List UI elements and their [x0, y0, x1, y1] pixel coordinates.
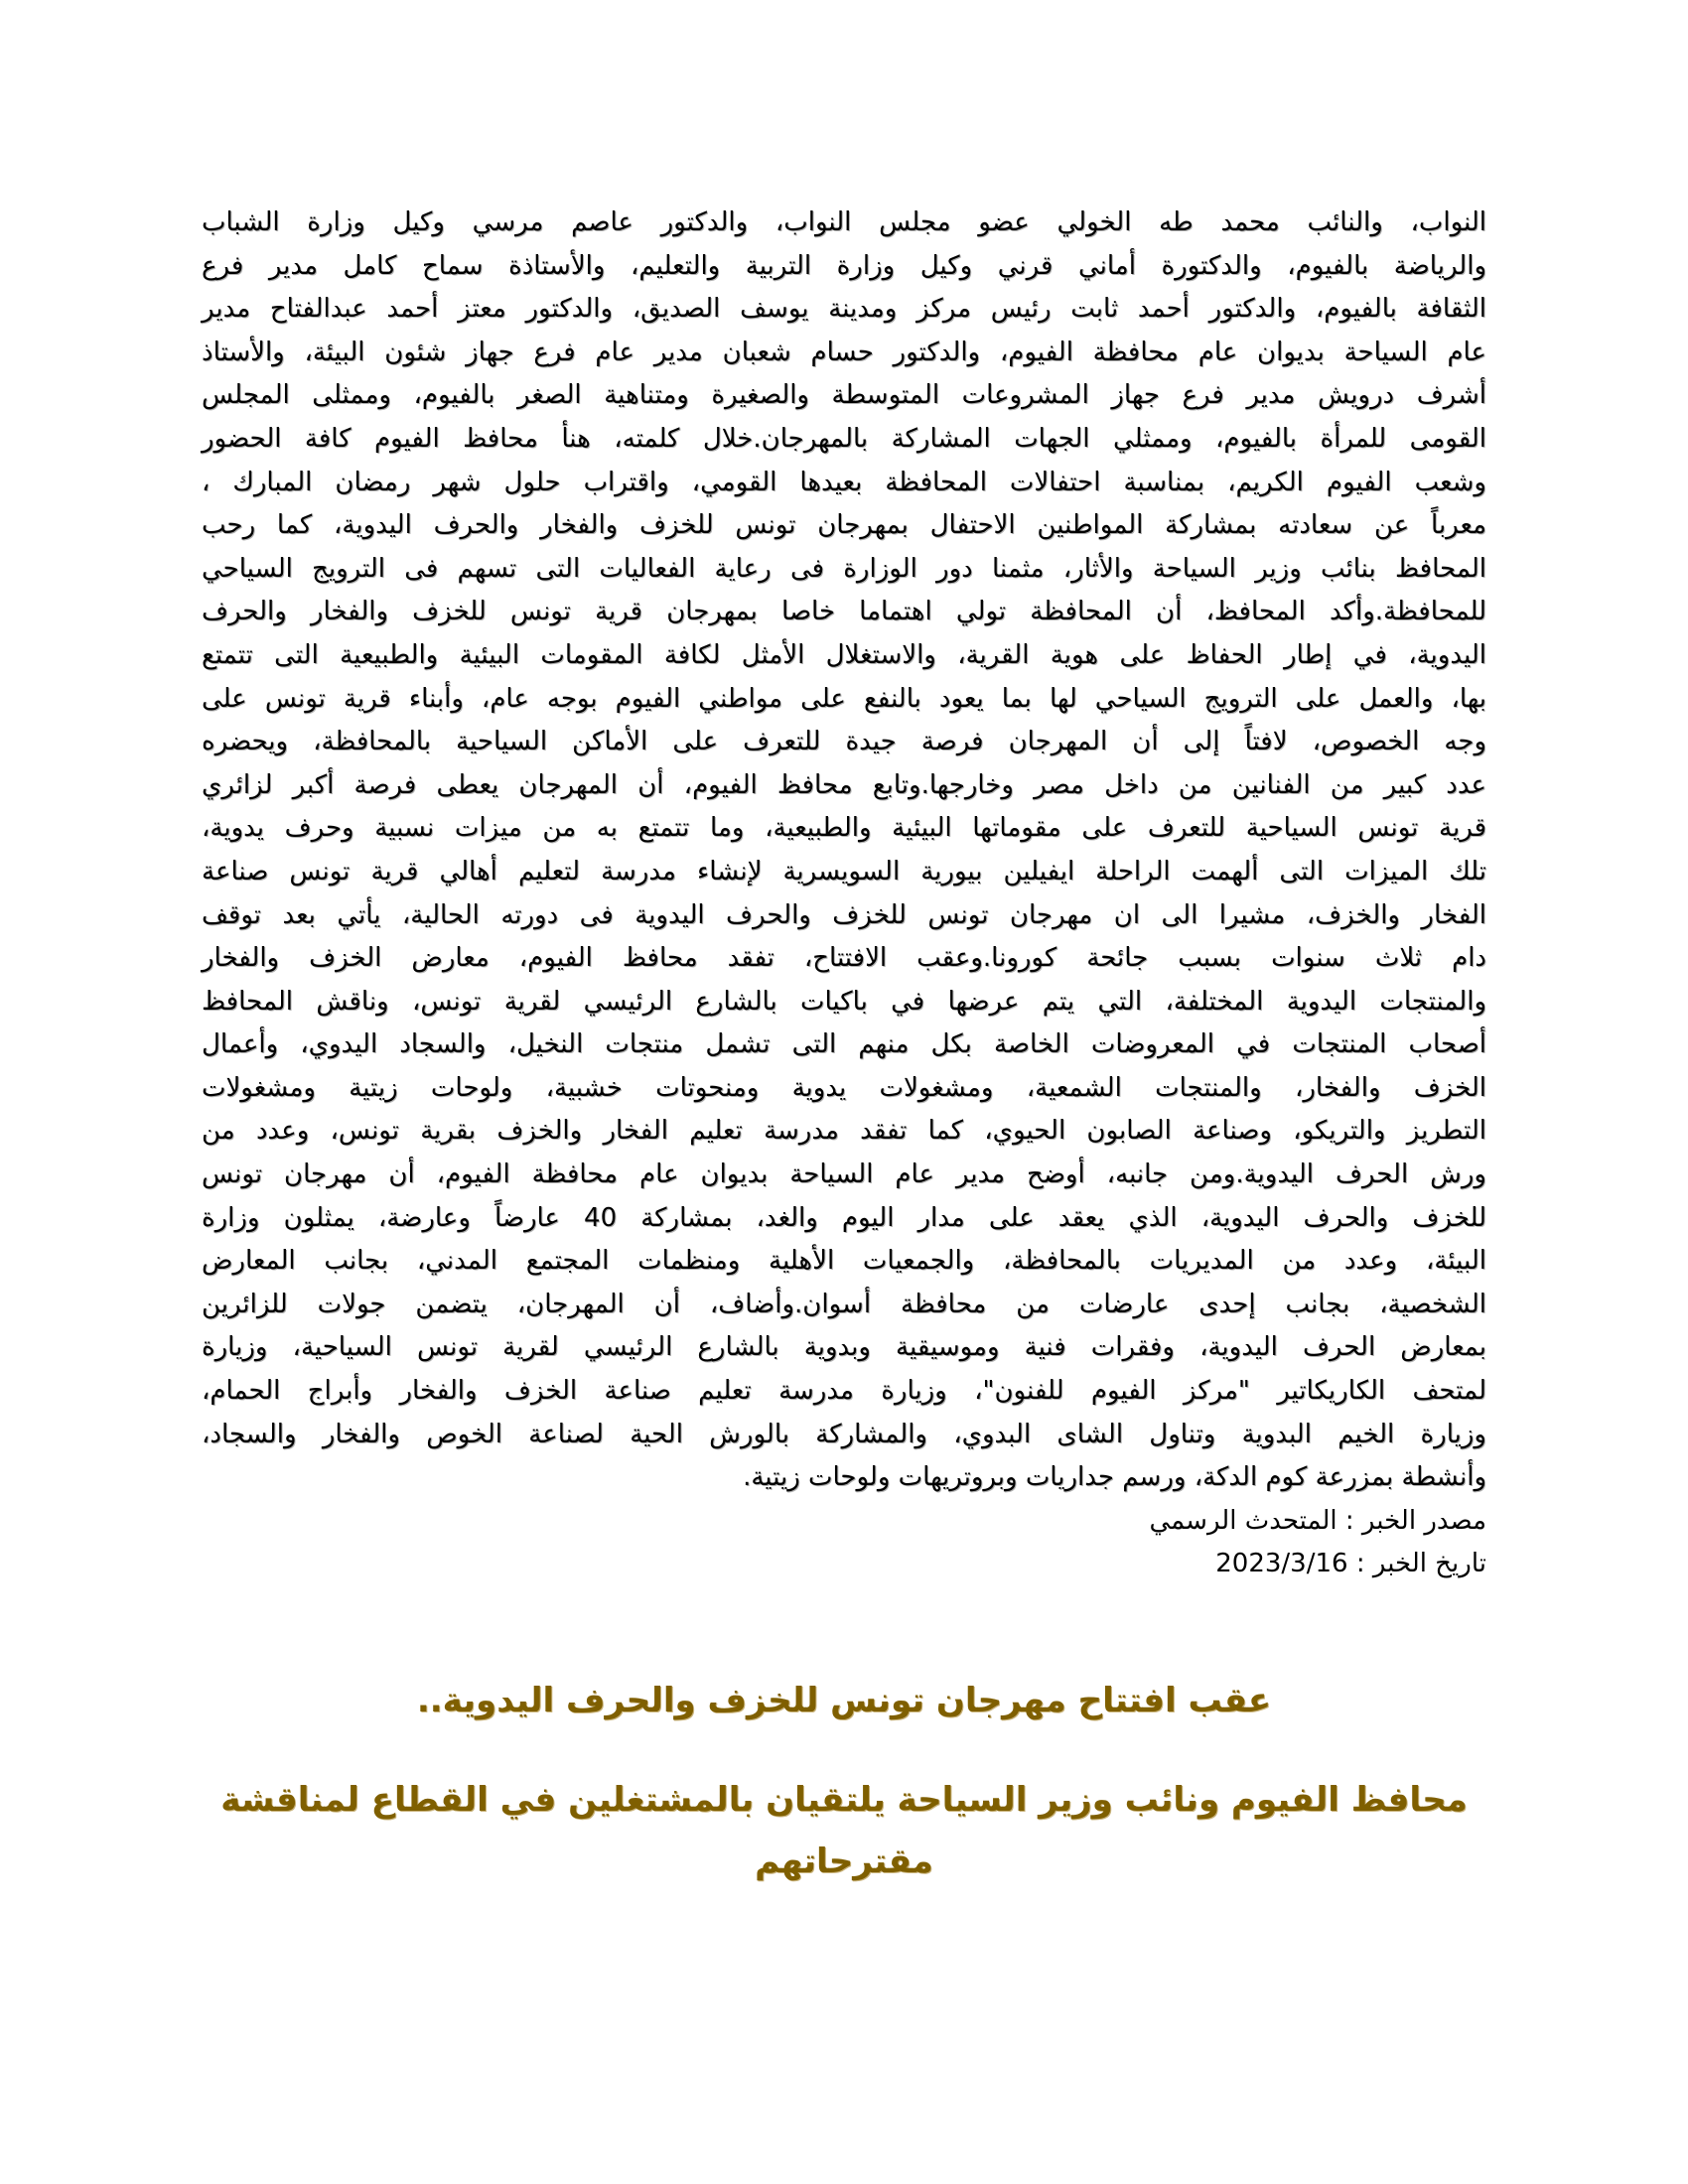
body-line: دام ثلاث سنوات بسبب جائحة كورونا.وعقب الافتتاح، تفقد محافظ الفيوم، معارض الخزف والفخار — [202, 943, 1486, 974]
headline-secondary-line-1: محافظ الفيوم ونائب وزير السياحة يلتقيان بالمشتغلين في القطاع لمناقشة — [220, 1780, 1468, 1820]
body-line: أشرف درويش مدير فرع جهاز المشروعات المتوسطة والصغيرة ومتناهية الصغر بالفيوم، وممثلى المجلس — [202, 380, 1486, 411]
body-line: وزيارة الخيم البدوية وتناول الشاى البدوي، والمشاركة بالورش الحية لصناعة الخوص والفخار والسجاد، — [202, 1419, 1486, 1449]
body-line: النواب، والنائب محمد طه الخولي عضو مجلس النواب، والدكتور عاصم مرسي وكيل وزارة الشباب — [202, 207, 1486, 237]
body-line: ورش الحرف اليدوية.ومن جانبه، أوضح مدير عام السياحة بديوان عام محافظة الفيوم، أن مهرجان تونس — [202, 1160, 1486, 1190]
body-line: معرباً عن سعادته بمشاركة المواطنين الاحتفال بمهرجان تونس للخزف والفخار والحرف اليدوية، كما رحب — [202, 510, 1486, 541]
body-line: لمتحف الكاريكاتير "مركز الفيوم للفنون"، وزيارة مدرسة تعليم صناعة الخزف والفخار وأبراج الحمام، — [202, 1376, 1486, 1407]
body-line: وجه الخصوص، لافتاً إلى أن المهرجان فرصة جيدة للتعرف على الأماكن السياحية بالمحافظة، ويحضره — [202, 727, 1486, 757]
headline-primary — [202, 1676, 1486, 1725]
article-body — [202, 202, 1486, 1586]
body-line: الخزف والفخار، والمنتجات الشمعية، ومشغولات يدوية ومنحوتات خشبية، ولوحات زيتية ومشغولات — [202, 1072, 1486, 1103]
body-line: عدد كبير من الفنانين من داخل مصر وخارجها.وتابع محافظ الفيوم، أن المهرجان يعطى فرصة أكبر لزائري — [202, 769, 1486, 800]
headline-secondary-line-2: مقترحاتهم — [755, 1842, 933, 1881]
body-line: قرية تونس السياحية للتعرف على مقوماتها البيئية والطبيعية، وما تتمتع به من ميزات نسبية وحرف يدوية، — [202, 813, 1486, 844]
body-line: اليدوية، في إطار الحفاظ على هوية القرية، والاستغلال الأمثل لكافة المقومات البيئية والطبيعية التى تتمتع — [202, 639, 1486, 670]
body-line-last: وأنشطة بمزرعة كوم الدكة، ورسم جداريات وبروتريهات ولوحات زيتية. — [743, 1462, 1486, 1493]
body-line: والمنتجات اليدوية المختلفة، التي يتم عرضها في باكيات بالشارع الرئيسي لقرية تونس، وناقش المحافظ — [202, 986, 1486, 1017]
news-source: مصدر الخبر : المتحدث الرسمي — [1149, 1505, 1486, 1536]
body-line: الشخصية، بجانب إحدى عارضات من محافظة أسوان.وأضاف، أن المهرجان، يتضمن جولات للزائرين — [202, 1289, 1486, 1319]
body-line: تلك الميزات التى ألهمت الراحلة ايفيلين بيورية السويسرية لإنشاء مدرسة لتعليم أهالي قرية تونس صناعة — [202, 856, 1486, 887]
body-line: البيئة، وعدد من المديريات بالمحافظة، والجمعيات الأهلية ومنظمات المجتمع المدني، بجانب المعارض — [202, 1246, 1486, 1277]
body-line: المحافظ بنائب وزير السياحة والأثار، مثمنا دور الوزارة فى رعاية الفعاليات التى تسهم فى الترويج السياحي — [202, 553, 1486, 584]
news-date: تاريخ الخبر : 2023/3/16 — [1215, 1549, 1486, 1579]
headline-primary-text: عقب افتتاح مهرجان تونس للخزف والحرف اليدوية.. — [416, 1681, 1272, 1720]
headline-secondary — [202, 1769, 1486, 1892]
body-line: القومى للمرأة بالفيوم، وممثلي الجهات المشاركة بالمهرجان.خلال كلمته، هنأ محافظ الفيوم كافة الحضور — [202, 423, 1486, 454]
body-line: والرياضة بالفيوم، والدكتورة أماني قرني وكيل وزارة التربية والتعليم، والأستاذة سماح كامل مدير فرع — [202, 250, 1486, 281]
body-line: وشعب الفيوم الكريم، بمناسبة احتفالات المحافظة بعيدها القومي، واقتراب حلول شهر رمضان المبارك ، — [202, 467, 1486, 497]
body-line: الفخار والخزف، مشيرا الى ان مهرجان تونس للخزف والحرف اليدوية فى دورته الحالية، يأتي بعد توقف — [202, 899, 1486, 930]
body-line: للمحافظة.وأكد المحافظ، أن المحافظة تولي اهتماما خاصا بمهرجان قرية تونس للخزف والفخار والحرف — [202, 597, 1486, 627]
body-line: الثقافة بالفيوم، والدكتور أحمد ثابت رئيس مركز ومدينة يوسف الصديق، والدكتور معتز أحمد عبدالفتاح مدير — [202, 294, 1486, 325]
body-line: بها، والعمل على الترويج السياحي لها بما يعود بالنفع على مواطني الفيوم بوجه عام، وأبناء قرية تونس على — [202, 683, 1486, 714]
body-line: التطريز والتريكو، وصناعة الصابون الحيوي، كما تفقد مدرسة تعليم الفخار والخزف بقرية تونس، وعدد من — [202, 1116, 1486, 1147]
body-line: عام السياحة بديوان عام محافظة الفيوم، والدكتور حسام شعبان مدير عام فرع جهاز شئون البيئة، والأستاذ — [202, 337, 1486, 367]
body-line: أصحاب المنتجات في المعروضات الخاصة بكل منهم التى تشمل منتجات النخيل، والسجاد اليدوي، وأعمال — [202, 1029, 1486, 1060]
body-line: للخزف والحرف اليدوية، الذي يعقد على مدار اليوم والغد، بمشاركة 40 عارضاً وعارضة، يمثلون وزارة — [202, 1202, 1487, 1233]
body-line: بمعارض الحرف اليدوية، وفقرات فنية وموسيقية وبدوية بالشارع الرئيسي لقرية تونس السياحية، وزيارة — [202, 1332, 1486, 1363]
